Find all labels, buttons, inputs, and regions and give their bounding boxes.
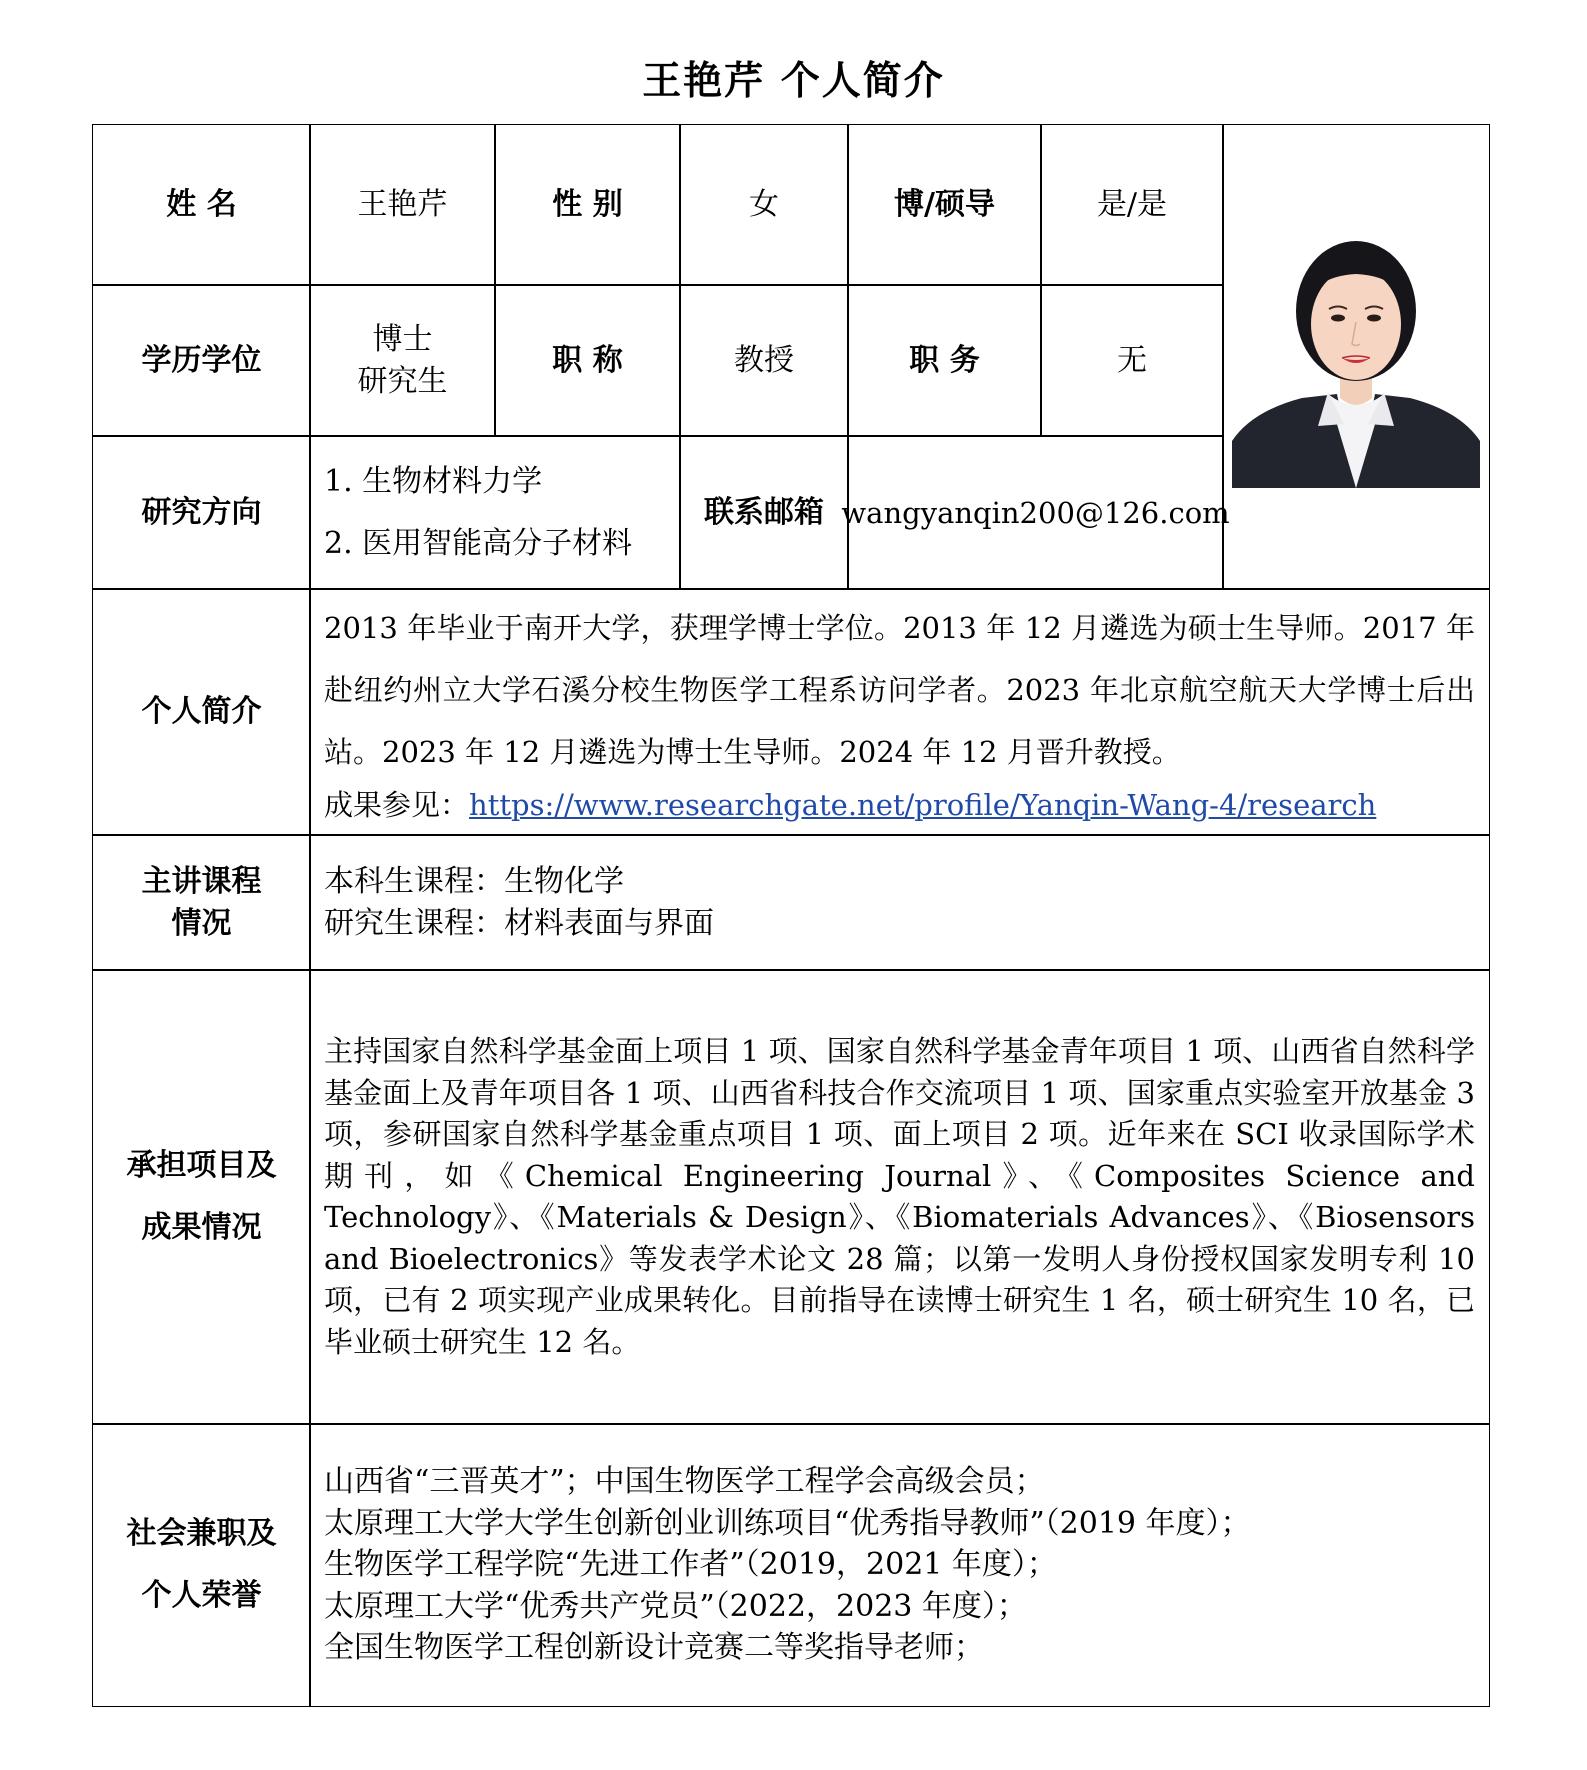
courses-content [309,834,1490,971]
honors-label-line-2: 个人荣誉 [141,1578,262,1613]
projects-text: 主持国家自然科学基金面上项目 1 项、国家自然科学基金青年项目 1 项、山西省自然科学基金面上及青年项目各 1 项、山西省科技合作交流项目 1 项、国家重点实验室开放基金 3 项，参研国家自然科学基金重点项目 1 项、面上项目 2 项。近年来在 SCI 收录国际学术期刊，如《Chemical Engineering Journal》、《Composites Science and Technology》、《Materials & Design》、《Biomaterials Advances》、《Biosensors and Bioelectronics》等发表学术论文 28 篇；以第一发明人身份授权国家发明专利 10 项，已有 2 项实现产业成果转化。目前指导在读博士研究生 1 名，硕士研究生 10 名，已毕业硕士研究生 12 名。 [324,1034,1475,1359]
supervisor-value: 是/是 [1040,124,1224,286]
projects-label [92,969,311,1425]
honor-item: 全国生物医学工程创新设计竞赛二等奖指导老师； [324,1630,984,1666]
courses-label-line-1: 主讲课程 [141,863,262,899]
honors-label [92,1423,311,1707]
honors-label-line-1: 社会兼职及 [126,1516,277,1551]
degree-line-2: 研究生 [357,363,448,399]
courses-label-line-2: 情况 [171,905,232,941]
results-prefix: 成果参见： [324,788,470,822]
honor-item: 生物医学工程学院“先进工作者”（2019，2021 年度）； [324,1547,1057,1583]
undergrad-course: 本科生课程：生物化学 [324,863,624,899]
profile-label: 个人简介 [92,588,311,836]
degree-line-1: 博士 [372,321,433,357]
profile-table [92,124,1490,1707]
profile-content [309,588,1490,836]
results-line [324,783,1376,827]
graduate-course: 研究生课程：材料表面与界面 [324,905,714,941]
gender-label: 性 别 [494,124,681,286]
job-title-label: 职 称 [494,284,681,437]
page-title: 王艳芹 个人简介 [642,59,945,104]
supervisor-label: 博/硕导 [847,124,1042,286]
honors-content [309,1423,1490,1707]
profile-text: 2013 年毕业于南开大学，获理学博士学位。2013 年 12 月遴选为硕士生导师。2017 年赴纽约州立大学石溪分校生物医学工程系访问学者。2023 年北京航空航天大学博士后出站。2023 年 12 月遴选为博士生导师。2024 年 12 月晋升教授。 [324,611,1475,769]
honor-item: 太原理工大学“优秀共产党员”（2022，2023 年度）； [324,1588,1027,1624]
degree-label: 学历学位 [92,284,311,437]
researchgate-link[interactable]: https://www.researchgate.net/profile/Yanqin-Wang-4/research [469,788,1377,822]
email-value: wangyanqin200@126.com [847,435,1224,590]
email-label: 联系邮箱 [679,435,849,590]
honor-item: 山西省“三晋英才”；中国生物医学工程学会高级会员； [324,1464,1045,1500]
projects-label-line-1: 承担项目及 [126,1148,277,1183]
research-item-1: 1. 生物材料力学 [324,463,543,499]
projects-content [309,969,1490,1425]
position-label: 职 务 [847,284,1042,437]
gender-value: 女 [679,124,849,286]
projects-label-line-2: 成果情况 [141,1210,262,1245]
research-label: 研究方向 [92,435,311,590]
name-label: 姓 名 [92,124,311,286]
research-value [309,435,681,590]
degree-value [309,284,496,437]
position-value: 无 [1040,284,1224,437]
courses-label [92,834,311,971]
honor-item: 太原理工大学大学生创新创业训练项目“优秀指导教师”（2019 年度）； [324,1505,1251,1541]
job-title-value: 教授 [679,284,849,437]
research-item-2: 2. 医用智能高分子材料 [324,525,633,561]
portrait-photo [1232,226,1480,488]
name-value: 王艳芹 [309,124,496,286]
